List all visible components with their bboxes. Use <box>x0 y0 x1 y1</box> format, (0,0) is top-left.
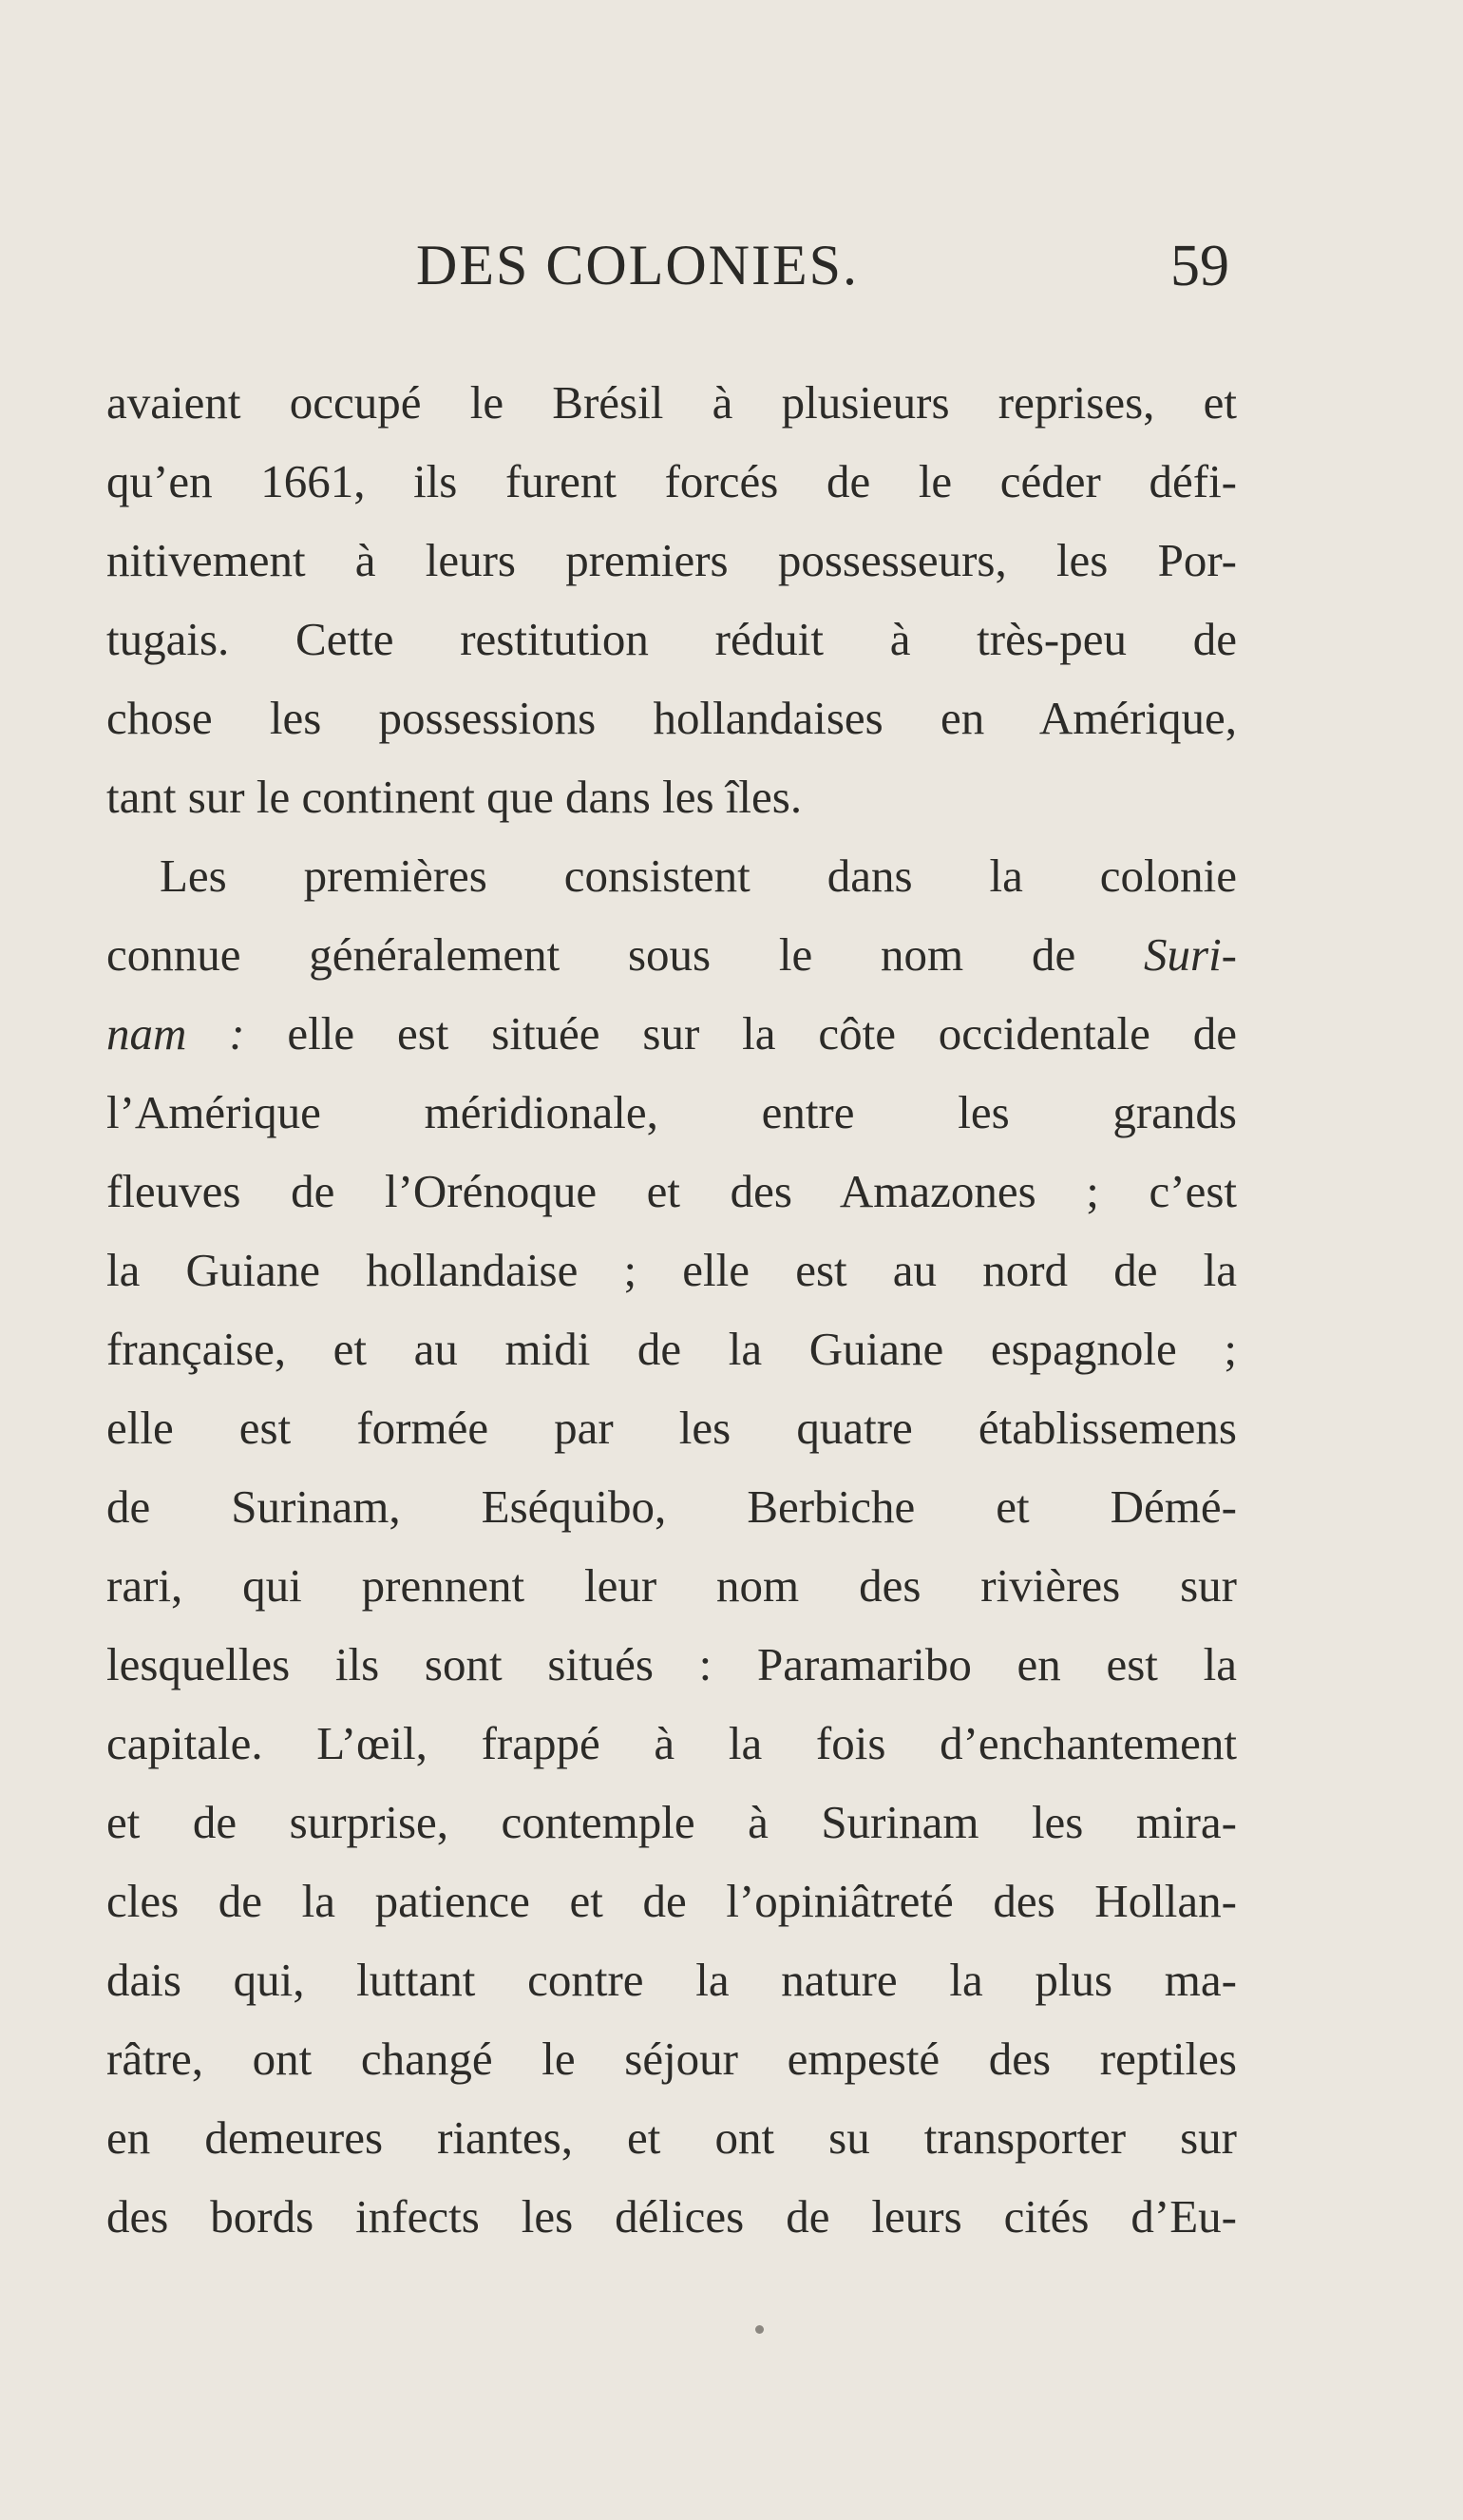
text-line: française, et au midi de la Guiane espagnole ; <box>106 1323 1237 1375</box>
text-span: elle est située sur la côte occidentale de <box>244 1007 1237 1060</box>
text-line: chose les possessions hollandaises en Amérique, <box>106 692 1237 744</box>
italic-word: nam : <box>106 1007 245 1060</box>
text-line: tugais. Cette restitution réduit à très-peu de <box>106 613 1237 665</box>
text-line: lesquelles ils sont situés : Paramaribo en est la <box>106 1638 1237 1690</box>
text-line: dais qui, luttant contre la nature la plus ma- <box>106 1954 1237 2006</box>
text-line: de Surinam, Eséquibo, Berbiche et Démé- <box>106 1480 1237 1533</box>
text-line: elle est formée par les quatre établissemens <box>106 1402 1237 1454</box>
text-span: connue généralement sous le nom de <box>106 928 1144 981</box>
running-title: DES COLONIES. <box>416 234 860 296</box>
ink-speck <box>755 2325 764 2334</box>
text-line: fleuves de l’Orénoque et des Amazones ; c’est <box>106 1165 1237 1217</box>
text-line: râtre, ont changé le séjour empesté des reptiles <box>106 2033 1237 2085</box>
text-line: capitale. L’œil, frappé à la fois d’enchantement <box>106 1717 1237 1769</box>
running-header <box>0 233 1463 309</box>
text-line: rari, qui prennent leur nom des rivières sur <box>106 1559 1237 1612</box>
page-number: 59 <box>1170 234 1229 298</box>
text-line: nitivement à leurs premiers possesseurs, les Por- <box>106 534 1237 586</box>
italic-word: Suri- <box>1144 928 1237 981</box>
text-line: avaient occupé le Brésil à plusieurs reprises, et <box>106 376 1237 429</box>
text-line: cles de la patience et de l’opiniâtreté des Hollan- <box>106 1875 1237 1927</box>
text-line: tant sur le continent que dans les îles. <box>106 771 803 823</box>
text-line: et de surprise, contemple à Surinam les mira- <box>106 1796 1237 1848</box>
text-line: Les premières consistent dans la colonie <box>160 850 1237 902</box>
text-line: l’Amérique méridionale, entre les grands <box>106 1086 1237 1138</box>
text-line: des bords infects les délices de leurs cités d’Eu- <box>106 2190 1237 2243</box>
text-line: qu’en 1661, ils furent forcés de le céder défi- <box>106 455 1237 507</box>
text-line: la Guiane hollandaise ; elle est au nord de la <box>106 1244 1237 1296</box>
text-line: en demeures riantes, et ont su transporter sur <box>106 2111 1237 2164</box>
body-text <box>106 363 1237 2256</box>
text-line <box>106 994 1237 1073</box>
text-line <box>106 915 1237 994</box>
